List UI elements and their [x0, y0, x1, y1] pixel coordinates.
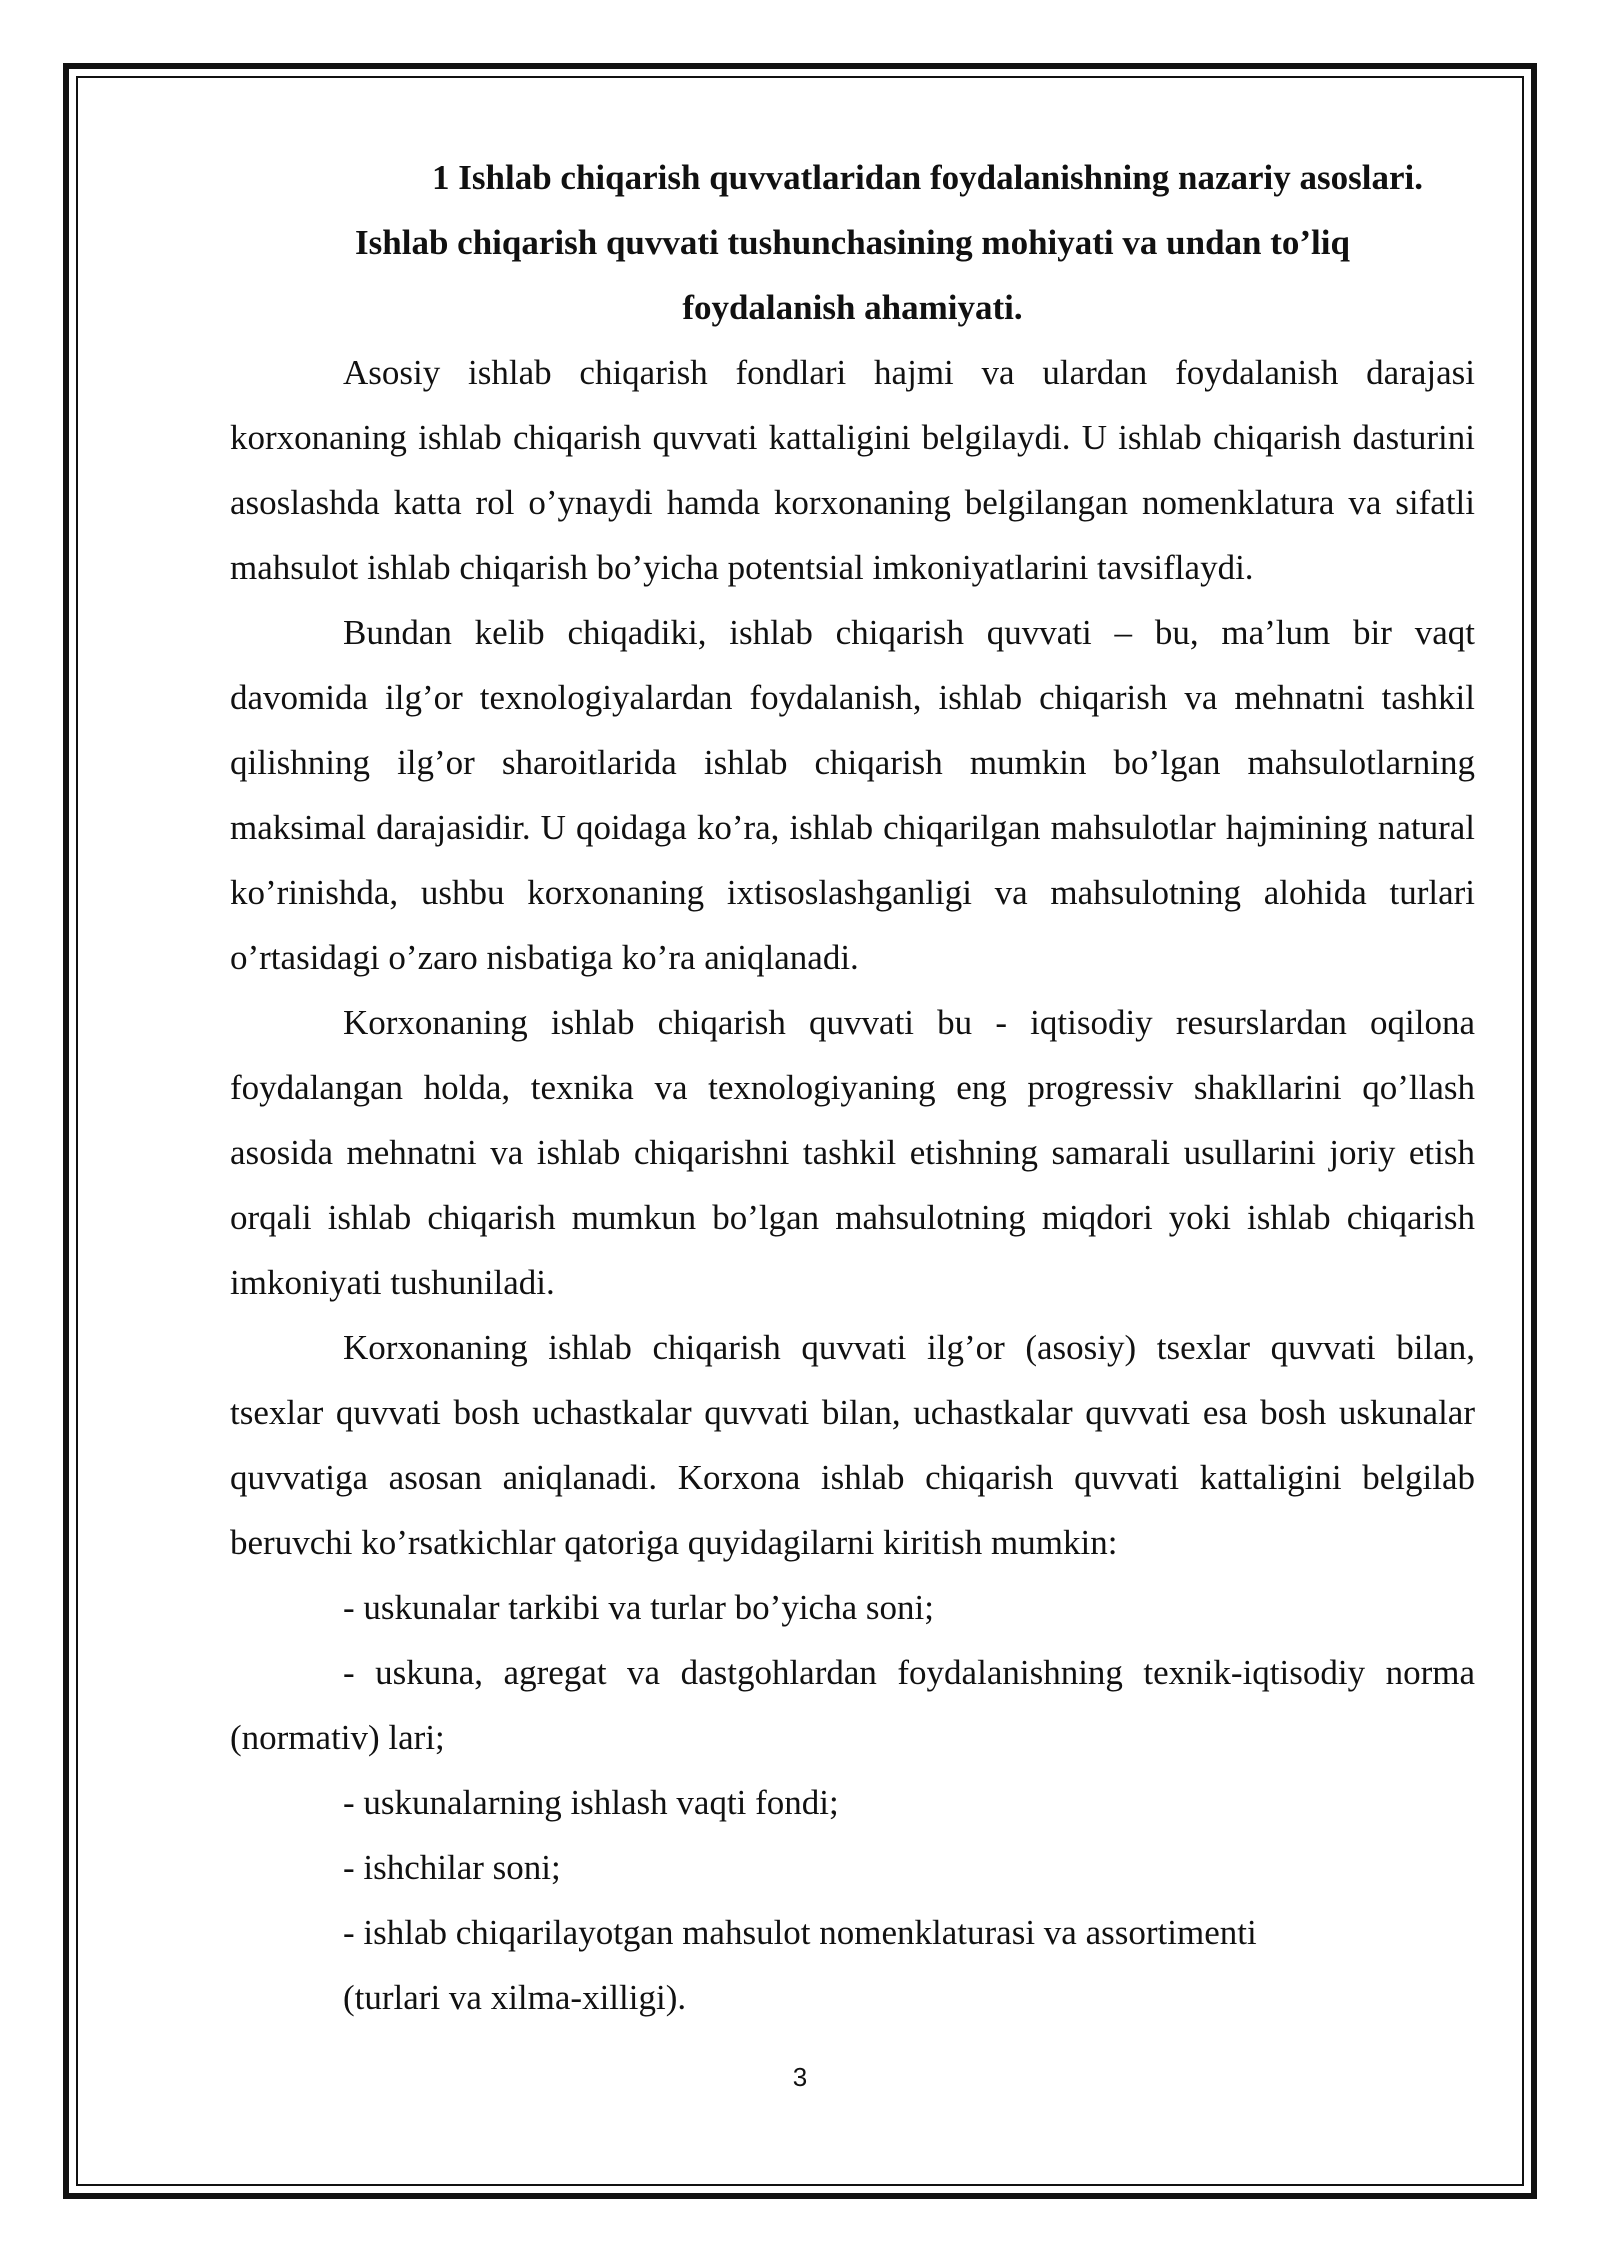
- heading-line-2: Ishlab chiqarish quvvati tushunchasining mohiyati va undan to’liq: [355, 223, 1350, 262]
- heading-line-3: foydalanish ahamiyati.: [682, 288, 1023, 327]
- section-heading: [230, 145, 1475, 340]
- list-item: - uskunalar tarkibi va turlar bo’yicha soni;: [343, 1588, 934, 1627]
- paragraph: Korxonaning ishlab chiqarish quvvati ilg’or (asosiy) tsexlar quvvati bilan, tsexlar quvvati bosh uchastkalar quvvati bilan, uchastkalar quvvati esa bosh uskunalar quvvatiga asosan aniqlanadi. Korxona ishlab chiqarish quvvati kattaligini belgilab beruvchi ko’rsatkichlar qatoriga quyidagilarni kiritish mumkin:: [230, 1328, 1475, 1562]
- paragraph: Bundan kelib chiqadiki, ishlab chiqarish quvvati – bu, ma’lum bir vaqt davomida ilg’or texnologiyalardan foydalanish, ishlab chiqarish va mehnatni tashkil qilishning ilg’or sharoitlarida ishlab chiqarish mumkin bo’lgan mahsulotlarning maksimal darajasidir. U qoidaga ko’ra, ishlab chiqarilgan mahsulotlar hajmining natural ko’rinishda, ushbu korxonaning ixtisoslashganligi va mahsulotning alohida turlari o’rtasidagi o’zaro nisbatiga ko’ra aniqlanadi.: [230, 613, 1475, 977]
- heading-line-1: 1 Ishlab chiqarish quvvatlaridan foydalanishning nazariy asoslari.: [432, 158, 1423, 197]
- list-item: - ishlab chiqarilayotgan mahsulot nomenklaturasi va assortimenti: [343, 1913, 1257, 1952]
- paragraph: Korxonaning ishlab chiqarish quvvati bu - iqtisodiy resurslardan oqilona foydalangan holda, texnika va texnologiyaning eng progressiv shakllarini qo’llash asosida mehnatni va ishlab chiqarishni tashkil etishning samarali usullarini joriy etish orqali ishlab chiqarish mumkun bo’lgan mahsulotning miqdori yoki ishlab chiqarish imkoniyati tushuniladi.: [230, 1003, 1475, 1302]
- list-item-continuation: (turlari va xilma-xilligi).: [343, 1978, 687, 2017]
- list-item: - uskunalarning ishlash vaqti fondi;: [343, 1783, 839, 1822]
- paragraph: Asosiy ishlab chiqarish fondlari hajmi va ulardan foydalanish darajasi korxonaning ishlab chiqarish quvvati kattaligini belgilaydi. U ishlab chiqarish dasturini asoslashda katta rol o’ynaydi hamda korxonaning belgilangan nomenklatura va sifatli mahsulot ishlab chiqarish bo’yicha potentsial imkoniyatlarini tavsiflaydi.: [230, 353, 1475, 587]
- document-body: [230, 145, 1475, 2030]
- list-item: - uskuna, agregat va dastgohlardan foydalanishning texnik-iqtisodiy norma (normativ) lari;: [230, 1653, 1475, 1757]
- list-item: - ishchilar soni;: [343, 1848, 561, 1887]
- page-number: 3: [792, 2062, 808, 2092]
